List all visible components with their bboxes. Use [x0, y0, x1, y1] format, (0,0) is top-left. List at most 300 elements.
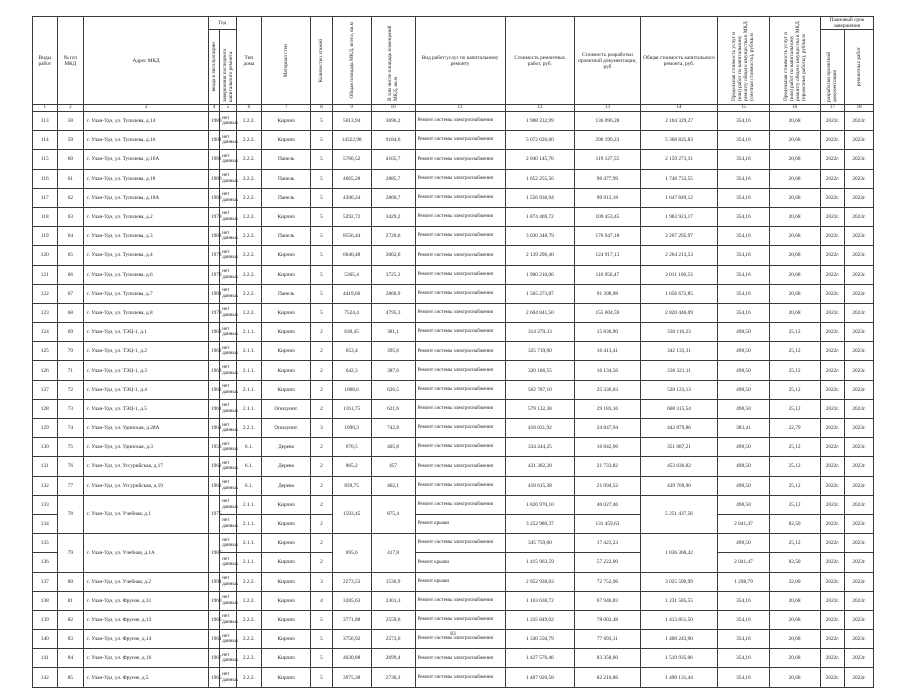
cell-plan-design: 2022г. — [820, 380, 845, 399]
header-plan-repair: ремонтных работ — [845, 30, 874, 105]
cell-limit-cost-design: 20,68 — [769, 112, 820, 131]
col-num: 8 — [311, 105, 332, 112]
cell-total-area: 1090,3 — [332, 419, 371, 438]
cell-limit-cost-design: 82,50 — [769, 514, 820, 533]
table-row — [33, 610, 874, 629]
table-row — [33, 399, 874, 418]
col-num: 11 — [415, 105, 505, 112]
cell-total-cost: 342 133,31 — [640, 342, 718, 361]
cell-year-commission: 1960 — [208, 591, 219, 610]
cell-work-type: Ремонт системы электроснабжения — [415, 457, 505, 476]
cell-work-cost: 1 556 936,94 — [505, 188, 575, 207]
table-row — [33, 649, 874, 668]
header-address: Адрес МКД — [84, 17, 209, 105]
cell-work-index: 119 — [33, 227, 58, 246]
cell-house-type: 6.1. — [236, 438, 262, 457]
cell-plan-design: 2022г. — [820, 591, 845, 610]
cell-work-type: Ремонт крыши — [415, 553, 505, 572]
cell-plan-repair: 2023г. — [845, 514, 874, 533]
cell-plan-design: 2022г. — [820, 419, 845, 438]
cell-limit-cost-design: 25,12 — [769, 380, 820, 399]
cell-year-repair: нет данных — [220, 169, 236, 188]
cell-address: г. Улан-Удэ, ул. Фрунзе, д.16 — [84, 649, 209, 668]
cell-material: Панель — [262, 169, 311, 188]
cell-design-cost: 21 094,52 — [575, 476, 640, 495]
cell-year-repair: нет данных — [220, 514, 236, 533]
cell-premises-area: 875,4 — [371, 495, 415, 533]
header-limit-cost-design: Предельная стоимость услуг и (или) работ по капитальному ремонту общего имущества в МКД (проектные работы), руб/кв.м — [769, 17, 820, 105]
cell-design-cost: 29 183,16 — [575, 399, 640, 418]
cell-premises-area: 2860,7 — [371, 188, 415, 207]
cell-total-area: 1008,6 — [332, 380, 371, 399]
cell-work-type: Ремонт системы электроснабжения — [415, 131, 505, 150]
cell-material: Кирпич — [262, 572, 311, 591]
cell-work-cost: 418 615,38 — [505, 476, 575, 495]
cell-house-type: 2.2.2. — [236, 169, 262, 188]
cell-material: Панель — [262, 150, 311, 169]
cell-year-commission: 1966 — [208, 610, 219, 629]
col-num: 3 — [84, 105, 209, 112]
cell-floors: 5 — [311, 246, 332, 265]
cell-work-index: 123 — [33, 303, 58, 322]
header-total-area: Общая площадь МКД, всего, кв.м — [332, 17, 371, 105]
cell-plan-repair: 2023г. — [845, 438, 874, 457]
cell-year-commission: 1979 — [208, 265, 219, 284]
cell-plan-repair: 2023г. — [845, 591, 874, 610]
cell-plan-repair: 2023г. — [845, 457, 874, 476]
cell-plan-design: 2022г. — [820, 150, 845, 169]
cell-plan-design: 2022г. — [820, 303, 845, 322]
cell-design-cost: 110 956,47 — [575, 265, 640, 284]
cell-limit-cost: 498,50 — [718, 399, 769, 418]
cell-floors: 2 — [311, 323, 332, 342]
cell-work-cost: 2 664 841,50 — [505, 303, 575, 322]
cell-year-commission: 1962 — [208, 457, 219, 476]
cell-floors: 5 — [311, 303, 332, 322]
cell-total-cost: 351 087,21 — [640, 438, 718, 457]
cell-design-cost: 25 336,03 — [575, 380, 640, 399]
cell-year-commission: 1958 — [208, 438, 219, 457]
cell-total-area: 4419,66 — [332, 284, 371, 303]
cell-total-area: 5365,4 — [332, 265, 371, 284]
cell-total-area: 653,4 — [332, 342, 371, 361]
cell-limit-cost: 498,50 — [718, 476, 769, 495]
cell-work-cost: 3 252 980,37 — [505, 514, 575, 533]
cell-work-cost: 431 302,20 — [505, 457, 575, 476]
cell-work-cost: 1 874 469,72 — [505, 207, 575, 226]
cell-limit-cost: 354,16 — [718, 150, 769, 169]
cell-house-type: 2.1.1. — [236, 514, 262, 533]
cell-limit-cost-design: 20,68 — [769, 169, 820, 188]
table-row — [33, 207, 874, 226]
cell-total-area: 3975,38 — [332, 668, 371, 687]
cell-floors: 2 — [311, 380, 332, 399]
cell-floors: 3 — [311, 572, 332, 591]
cell-house-type: 2.1.1. — [236, 380, 262, 399]
cell-mkd-number: 60 — [57, 150, 84, 169]
cell-mkd-number: 77 — [57, 476, 84, 495]
cell-work-type: Ремонт системы электроснабжения — [415, 399, 505, 418]
cell-plan-design: 2022г. — [820, 514, 845, 533]
cell-mkd-number: 80 — [57, 572, 84, 591]
cell-work-index: 121 — [33, 265, 58, 284]
cell-mkd-number: 66 — [57, 265, 84, 284]
cell-material: Кирпич — [262, 303, 311, 322]
cell-year-commission: 1981 — [208, 131, 219, 150]
cell-house-type: 2.2.2. — [236, 572, 262, 591]
cell-plan-design: 2022г. — [820, 361, 845, 380]
cell-work-index: 136 — [33, 553, 58, 572]
cell-address: г. Улан-Удэ, ул. Туполева, д.8 — [84, 303, 209, 322]
cell-mkd-number: 71 — [57, 361, 84, 380]
cell-plan-design: 2022г. — [820, 438, 845, 457]
table-row — [33, 668, 874, 687]
cell-year-repair: нет данных — [220, 207, 236, 226]
cell-plan-repair: 2023г. — [845, 668, 874, 687]
cell-house-type: 2.2.2. — [236, 591, 262, 610]
cell-year-repair: нет данных — [220, 495, 236, 514]
cell-limit-cost: 354,16 — [718, 131, 769, 150]
cell-work-type: Ремонт системы электроснабжения — [415, 284, 505, 303]
cell-plan-design: 2022г. — [820, 476, 845, 495]
col-num: 5 — [220, 105, 236, 112]
cell-total-area: 3771,88 — [332, 610, 371, 629]
cell-plan-repair: 2023г. — [845, 246, 874, 265]
cell-address: г. Улан-Удэ, ул. Удинская, д.28А — [84, 419, 209, 438]
header-total-cost: Общая стоимость капитального ремонта, руб. — [640, 17, 718, 105]
cell-limit-cost: 1 298,79 — [718, 572, 769, 591]
cell-limit-cost: 354,16 — [718, 668, 769, 687]
cell-work-cost: 334 244,25 — [505, 438, 575, 457]
table-row — [33, 438, 874, 457]
cell-work-index: 141 — [33, 649, 58, 668]
cell-year-repair: нет данных — [220, 246, 236, 265]
cell-floors: 2 — [311, 457, 332, 476]
cell-work-type: Ремонт системы электроснабжения — [415, 303, 505, 322]
cell-plan-design: 2022г. — [820, 265, 845, 284]
table-row — [33, 323, 874, 342]
cell-plan-design: 2022г. — [820, 169, 845, 188]
cell-total-area: 14322,98 — [332, 131, 371, 150]
cell-work-index: 113 — [33, 112, 58, 131]
cell-work-type: Ремонт системы электроснабжения — [415, 610, 505, 629]
cell-work-cost: 1 407 920,58 — [505, 668, 575, 687]
cell-year-repair: нет данных — [220, 591, 236, 610]
cell-plan-design: 2022г. — [820, 323, 845, 342]
cell-design-cost: 72 752,96 — [575, 572, 640, 591]
cell-limit-cost: 354,16 — [718, 649, 769, 668]
header-material: Материал стен — [262, 17, 311, 105]
cell-mkd-number: 74 — [57, 419, 84, 438]
cell-total-cost: 3 207 295,97 — [640, 227, 718, 246]
cell-house-type: 2.1.1. — [236, 495, 262, 514]
cell-work-type: Ремонт системы электроснабжения — [415, 649, 505, 668]
cell-work-index: 138 — [33, 591, 58, 610]
cell-premises-area: 2720,6 — [371, 227, 415, 246]
cell-work-cost: 1 415 963,59 — [505, 553, 575, 572]
col-num: 14 — [640, 105, 718, 112]
cell-work-cost: 2 952 938,03 — [505, 572, 575, 591]
cell-work-index: 117 — [33, 188, 58, 207]
cell-work-cost: 1 652 255,56 — [505, 169, 575, 188]
cell-house-type: 2.2.2. — [236, 150, 262, 169]
cell-year-repair: нет данных — [220, 284, 236, 303]
cell-house-type: 2.2.2. — [236, 246, 262, 265]
cell-premises-area: 626,5 — [371, 380, 415, 399]
cell-address: г. Улан-Удэ, ул. Туполева, д.7 — [84, 284, 209, 303]
cell-house-type: 2.2.2. — [236, 303, 262, 322]
cell-work-cost: 1 163 638,72 — [505, 591, 575, 610]
cell-limit-cost-design: 20,68 — [769, 303, 820, 322]
cell-design-cost: 176 947,18 — [575, 227, 640, 246]
cell-design-cost: 90 912,18 — [575, 188, 640, 207]
cell-plan-repair: 2023г. — [845, 361, 874, 380]
cell-plan-design: 2022г. — [820, 534, 845, 553]
cell-year-repair: нет данных — [220, 649, 236, 668]
cell-material: Кирпич — [262, 534, 311, 553]
cell-work-type: Ремонт крыши — [415, 514, 505, 533]
cell-year-repair: нет данных — [220, 361, 236, 380]
cell-design-cost: 91 398,98 — [575, 284, 640, 303]
cell-limit-cost-design: 25,12 — [769, 438, 820, 457]
cell-material: Кирпич — [262, 112, 311, 131]
cell-year-repair: нет данных — [220, 553, 236, 572]
cell-total-cost: 439 709,90 — [640, 476, 718, 495]
cell-limit-cost-design: 25,12 — [769, 476, 820, 495]
cell-floors: 5 — [311, 610, 332, 629]
cell-floors: 2 — [311, 534, 332, 553]
cell-plan-design: 2022г. — [820, 227, 845, 246]
cell-mkd-number: 69 — [57, 323, 84, 342]
cell-floors: 4 — [311, 591, 332, 610]
cell-address: г. Улан-Удэ, ул. Туполева, д.16А — [84, 150, 209, 169]
cell-limit-cost-design: 82,50 — [769, 553, 820, 572]
cell-limit-cost: 498,50 — [718, 380, 769, 399]
cell-year-commission: 1964 — [208, 630, 219, 649]
cell-house-type: 2.1.1. — [236, 323, 262, 342]
cell-premises-area: 3696,2 — [371, 112, 415, 131]
cell-limit-cost: 498,50 — [718, 323, 769, 342]
cell-premises-area: 462,1 — [371, 476, 415, 495]
cell-house-type: 2.2.2. — [236, 630, 262, 649]
cell-work-type: Ремонт системы электроснабжения — [415, 169, 505, 188]
cell-design-cost: 96 477,99 — [575, 169, 640, 188]
cell-address: г. Улан-Удэ, ул. Фрунзе, д.14 — [84, 630, 209, 649]
cell-total-area: 6040,48 — [332, 246, 371, 265]
cell-work-cost: 579 132,38 — [505, 399, 575, 418]
cell-mkd-number: 75 — [57, 438, 84, 457]
cell-year-commission: 1962 — [208, 380, 219, 399]
header-floors: Количество этажей — [311, 17, 332, 105]
cell-work-type: Ремонт системы электроснабжения — [415, 323, 505, 342]
cell-plan-design: 2022г. — [820, 207, 845, 226]
col-num: 7 — [262, 105, 311, 112]
cell-plan-repair: 2023г. — [845, 169, 874, 188]
cell-floors: 2 — [311, 514, 332, 533]
cell-plan-design: 2022г. — [820, 457, 845, 476]
cell-design-cost: 15 836,90 — [575, 323, 640, 342]
cell-address: г. Улан-Удэ, ул. Туполева, д.2 — [84, 207, 209, 226]
cell-floors: 3 — [311, 419, 332, 438]
cell-floors: 2 — [311, 399, 332, 418]
cell-plan-repair: 2023г. — [845, 630, 874, 649]
cell-work-type: Ремонт системы электроснабжения — [415, 476, 505, 495]
cell-work-index: 131 — [33, 457, 58, 476]
cell-floors: 5 — [311, 188, 332, 207]
cell-work-cost: 1 427 576,46 — [505, 649, 575, 668]
col-num: 6 — [236, 105, 262, 112]
col-num: 16 — [769, 105, 820, 112]
cell-house-type: 2.2.2. — [236, 284, 262, 303]
cell-plan-repair: 2023г. — [845, 476, 874, 495]
cell-design-cost: 67 946,83 — [575, 591, 640, 610]
cell-premises-area: 2699,4 — [371, 649, 415, 668]
cell-total-cost: 1 748 733,55 — [640, 169, 718, 188]
cell-material: Кирпич — [262, 380, 311, 399]
cell-total-cost: 336 321,11 — [640, 361, 718, 380]
cell-year-repair: нет данных — [220, 227, 236, 246]
cell-material: Кирпич — [262, 514, 311, 533]
cell-address: г. Улан-Удэ, ул. ТЭЦ-1, д.4 — [84, 380, 209, 399]
cell-material: Кирпич — [262, 131, 311, 150]
cell-limit-cost: 354,16 — [718, 207, 769, 226]
cell-limit-cost-design: 20,68 — [769, 227, 820, 246]
cell-mkd-number: 82 — [57, 610, 84, 629]
table-row — [33, 303, 874, 322]
cell-design-cost: 131 459,63 — [575, 514, 640, 533]
cell-house-type: 2.2.1. — [236, 419, 262, 438]
cell-house-type: 2.2.2. — [236, 265, 262, 284]
cell-work-cost: 325 719,90 — [505, 342, 575, 361]
cell-premises-area: 742,8 — [371, 419, 415, 438]
cell-material: Кирпич — [262, 246, 311, 265]
cell-limit-cost-design: 25,12 — [769, 495, 820, 514]
cell-total-cost: 1 231 585,55 — [640, 591, 718, 610]
cell-floors: 2 — [311, 476, 332, 495]
cell-year-repair: нет данных — [220, 399, 236, 418]
cell-year-commission: 1980 — [208, 112, 219, 131]
cell-work-type: Ремонт системы электроснабжения — [415, 419, 505, 438]
cell-year-commission: 1965 — [208, 668, 219, 687]
cell-year-repair: нет данных — [220, 572, 236, 591]
col-num: 1 — [33, 105, 58, 112]
cell-design-cost: 136 096,28 — [575, 112, 640, 131]
cell-total-cost: 1 408 243,90 — [640, 630, 718, 649]
col-num: 12 — [505, 105, 575, 112]
table-row — [33, 131, 874, 150]
cell-material: Кирпич — [262, 649, 311, 668]
cell-year-commission: 1980 — [208, 169, 219, 188]
table-row — [33, 150, 874, 169]
cell-plan-repair: 2023г. — [845, 303, 874, 322]
cell-material: Кирпич — [262, 591, 311, 610]
cell-work-type: Ремонт системы электроснабжения — [415, 380, 505, 399]
cell-design-cost: 82 210,86 — [575, 668, 640, 687]
cell-premises-area: 417,8 — [371, 534, 415, 572]
cell-total-area: 7524,4 — [332, 303, 371, 322]
cell-total-area: 8556,44 — [332, 227, 371, 246]
cell-house-type: 2.2.2. — [236, 207, 262, 226]
cell-work-cost: 1 900 210,06 — [505, 265, 575, 284]
cell-material: Кирпич — [262, 342, 311, 361]
cell-premises-area: 2730,3 — [371, 668, 415, 687]
cell-work-type: Ремонт системы электроснабжения — [415, 112, 505, 131]
cell-premises-area: 387,6 — [371, 361, 415, 380]
cell-total-cost: 330 116,23 — [640, 323, 718, 342]
cell-limit-cost-design: 20,68 — [769, 591, 820, 610]
header-premises-area: В том числе площадь помещений МКД, кв.м — [371, 17, 415, 105]
cell-total-area: 839,75 — [332, 476, 371, 495]
table-row — [33, 380, 874, 399]
cell-house-type: 6.1. — [236, 476, 262, 495]
cell-plan-repair: 2023г. — [845, 112, 874, 131]
cell-year-repair: нет данных — [220, 380, 236, 399]
table-row — [33, 495, 874, 514]
cell-material: Кирпич — [262, 361, 311, 380]
cell-year-commission: 1982 — [208, 150, 219, 169]
cell-material: Кирпич — [262, 265, 311, 284]
cell-work-index: 114 — [33, 131, 58, 150]
cell-work-cost: 1 330 550,79 — [505, 630, 575, 649]
cell-work-cost: 2 040 145,76 — [505, 150, 575, 169]
cell-plan-design: 2022г. — [820, 610, 845, 629]
table-row — [33, 534, 874, 553]
cell-design-cost: 78 002,48 — [575, 610, 640, 629]
cell-limit-cost-design: 20,68 — [769, 265, 820, 284]
column-number-row — [33, 105, 874, 112]
cell-limit-cost: 498,50 — [718, 438, 769, 457]
cell-design-cost: 16 134,56 — [575, 361, 640, 380]
cell-mkd-number: 85 — [57, 668, 84, 687]
cell-total-cost: 1 656 672,85 — [640, 284, 718, 303]
col-num: 17 — [820, 105, 845, 112]
cell-year-commission: 1987 — [208, 534, 219, 572]
cell-limit-cost-design: 20,68 — [769, 668, 820, 687]
cell-work-cost: 5 072 626,60 — [505, 131, 575, 150]
cell-floors: 5 — [311, 265, 332, 284]
cell-limit-cost: 498,50 — [718, 361, 769, 380]
cell-year-repair: нет данных — [220, 630, 236, 649]
cell-premises-area: 395,6 — [371, 342, 415, 361]
cell-plan-repair: 2023г. — [845, 342, 874, 361]
cell-plan-design: 2022г. — [820, 495, 845, 514]
cell-premises-area: 9184,6 — [371, 131, 415, 150]
cell-plan-repair: 2023г. — [845, 284, 874, 303]
page-number: 83 — [450, 631, 456, 637]
cell-floors: 2 — [311, 361, 332, 380]
cell-address: г. Улан-Удэ, ул. Фрунзе, д.13 — [84, 610, 209, 629]
cell-work-index: 116 — [33, 169, 58, 188]
cell-limit-cost: 2 041,47 — [718, 514, 769, 533]
cell-work-index: 125 — [33, 342, 58, 361]
table-row — [33, 476, 874, 495]
cell-design-cost: 16 413,41 — [575, 342, 640, 361]
cell-premises-area: 4795,3 — [371, 303, 415, 322]
cell-work-index: 139 — [33, 610, 58, 629]
cell-work-type: Ремонт системы электроснабжения — [415, 265, 505, 284]
cell-floors: 5 — [311, 284, 332, 303]
cell-plan-design: 2022г. — [820, 188, 845, 207]
cell-house-type: 2.1.1. — [236, 534, 262, 553]
cell-work-index: 126 — [33, 361, 58, 380]
header-plan-design: разработки проектной документации — [820, 30, 845, 105]
cell-work-index: 115 — [33, 150, 58, 169]
cell-address: г. Улан-Удэ, ул. Туполева, д.18 — [84, 169, 209, 188]
cell-address: г. Улан-Удэ, ул. Учебная, д.1 — [84, 495, 209, 533]
cell-total-area: 4396,24 — [332, 188, 371, 207]
cell-work-index: 129 — [33, 419, 58, 438]
table-row — [33, 284, 874, 303]
